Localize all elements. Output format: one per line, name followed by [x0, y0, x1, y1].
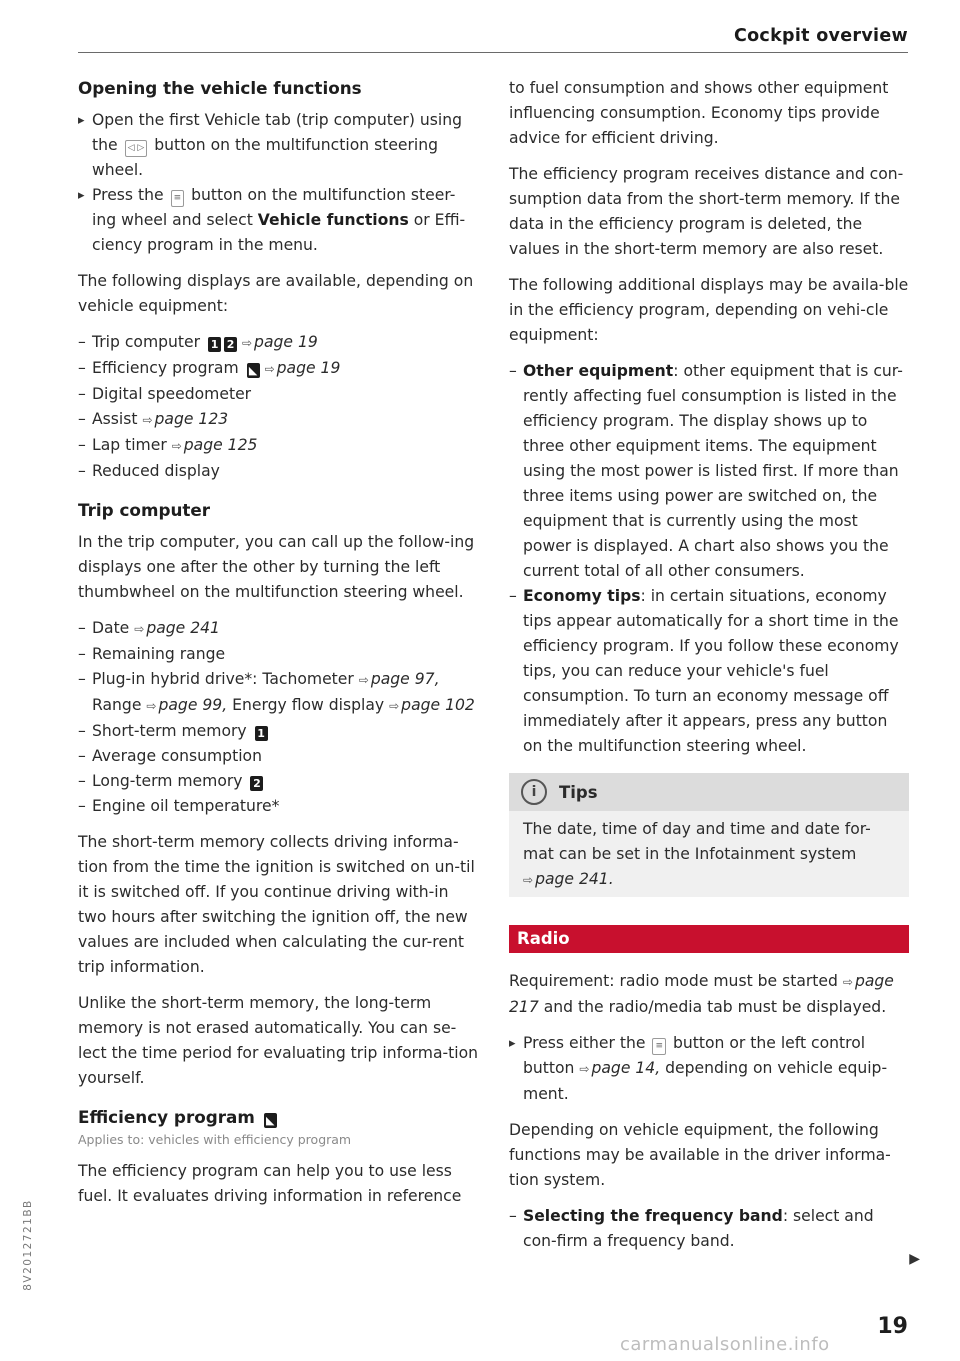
radio-list [509, 1204, 909, 1254]
step-press-menu: ▸ Press the ≡ button on the multifunction steer-ing wheel and select Vehicle functions or Effi-ciency program in the menu. [78, 183, 478, 258]
additional-list [509, 359, 909, 759]
page-link[interactable]: ⇨ page 125 [171, 436, 258, 454]
list-item: – Remaining range [78, 642, 478, 667]
list-item: – Efficiency program ◣ ⇨ page 19 [78, 356, 478, 382]
list-item: – Digital speedometer [78, 382, 478, 407]
paragraph-long-term: Unlike the short-term memory, the long-term memory is not erased automatically. You can se-lect the time period for evaluating trip informa-tion yourself. [78, 994, 479, 1087]
page-link[interactable]: ⇨ page 19 [264, 359, 341, 377]
menu-button-icon: ≡ [171, 190, 185, 207]
list-item: – Other equipment: other equipment that is cur-rently affecting fuel consumption is listed in the efficiency program. The display shows up to three other equipment items. The equipment using the most power is listed first. If more than three items using power are switched on, the equipment that is currently using the most power is displayed. A chart also shows you the current total of all other consumers. [509, 359, 909, 584]
tips-title: Tips [559, 782, 598, 802]
paragraph-efficiency: The efficiency program can help you to use less fuel. It evaluates driving information in reference [78, 1162, 462, 1205]
arrow-icon: ⇨ [358, 673, 369, 687]
arrow-icon: ⇨ [142, 413, 153, 427]
left-column [78, 76, 478, 1220]
trip-list [78, 616, 478, 819]
step-press-button: ▸ Press either the ≡ button or the left control button ⇨ page 14, depending on vehicle equip-ment. [509, 1031, 909, 1107]
list-item: – Trip computer 1 2 ⇨ page 19 [78, 330, 478, 356]
document-code: 8V2012721BB [22, 1199, 34, 1291]
list-item: – Short-term memory 1 [78, 719, 478, 744]
list-item: – Engine oil temperature* [78, 794, 478, 819]
list-item: – Date ⇨ page 241 [78, 616, 478, 642]
list-item: – Average consumption [78, 744, 478, 769]
arrow-icon: ⇨ [579, 1062, 590, 1076]
applies-to-note: Applies to: vehicles with efficiency program [78, 1132, 352, 1147]
menu-button-icon: ≡ [652, 1038, 666, 1055]
heading-opening: Opening the vehicle functions [78, 78, 362, 98]
header-rule [78, 52, 908, 53]
arrow-icon: ⇨ [146, 699, 157, 713]
heading-efficiency: Efficiency program ◣ [78, 1105, 478, 1129]
paragraph-additional: The following additional displays may be availa-ble in the efficiency program, depending on vehi-cle equipment: [509, 276, 909, 344]
continue-arrow-icon: ▶ [909, 1251, 920, 1267]
paragraph-requirement: Requirement: radio mode must be started ⇨ page 217 and the radio/media tab must be displayed. [509, 972, 894, 1016]
paragraph-depending: Depending on vehicle equipment, the following functions may be available in the driver informa-tion system. [509, 1121, 891, 1189]
arrow-icon: ⇨ [241, 336, 253, 350]
leaf-badge-icon: ◣ [264, 1113, 277, 1128]
vehicle-functions-label: Vehicle functions [257, 211, 409, 229]
tips-box [509, 773, 909, 897]
tips-body: The date, time of day and time and date for-mat can be set in the Infotainment system ⇨ page 241. [523, 820, 871, 888]
step-open-tab: ▸ Open the first Vehicle tab (trip computer) using the ◁ ▷ button on the multifunction steering wheel. [78, 108, 478, 183]
list-item: – Economy tips: in certain situations, economy tips appear automatically for a short time in the efficiency program. If you follow these economy tips, you can reduce your vehicle's fuel consumption. To turn an economy message off immediately after it appears, press any button on the multifunction steering wheel. [509, 584, 909, 759]
arrow-buttons-icon: ◁ ▷ [125, 140, 148, 157]
arrow-icon: ⇨ [389, 699, 400, 713]
page-link[interactable]: ⇨ page 102 [389, 696, 475, 714]
badge-2: 2 [250, 776, 263, 791]
watermark: carmanualsonline.info [620, 1334, 830, 1355]
paragraph-displays-available: The following displays are available, depending on vehicle equipment: [78, 272, 474, 315]
list-item: – Selecting the frequency band: select and con-firm a frequency band. [509, 1204, 909, 1254]
list-item: – Reduced display [78, 459, 478, 484]
heading-trip-computer: Trip computer [78, 500, 211, 520]
page-link[interactable]: ⇨ page 123 [142, 410, 229, 428]
paragraph-receives: The efficiency program receives distance and con-sumption data from the short-term memory. If the data in the efficiency program is deleted, the values in the short-term memory are also reset. [509, 165, 904, 258]
page-link[interactable]: ⇨ page 19 [241, 333, 318, 351]
page-link[interactable]: ⇨ page 241. [523, 870, 614, 888]
page-link[interactable]: ⇨ page 217 [509, 972, 894, 1016]
displays-list [78, 330, 478, 484]
paragraph-short-term: The short-term memory collects driving informa-tion from the time the ignition is switched on un-til it is switched off. If you continue driving with-in two hours after switching the ignition off, the new values are included when calculating the cur-rent trip information. [78, 833, 475, 976]
leaf-badge-icon: ◣ [247, 363, 260, 378]
paragraph-continued: to fuel consumption and shows other equipment influencing consumption. Economy tips provide advice for efficient driving. [509, 79, 889, 147]
page-link[interactable]: ⇨ page 97, [358, 670, 440, 688]
badge-1: 1 [255, 726, 268, 741]
badge-2: 2 [224, 337, 237, 352]
right-column [509, 76, 909, 1265]
arrow-icon: ⇨ [264, 362, 275, 376]
arrow-icon: ⇨ [134, 622, 145, 636]
list-item: – Lap timer ⇨ page 125 [78, 433, 478, 459]
page-link[interactable]: ⇨ page 241 [134, 619, 220, 637]
arrow-icon: ⇨ [171, 439, 182, 453]
list-item: – Long-term memory 2 [78, 769, 478, 794]
tips-header [509, 773, 909, 811]
page-link[interactable]: ⇨ page 14, [579, 1059, 661, 1077]
page-number: 19 [877, 1314, 908, 1339]
page-link[interactable]: ⇨ page 99, [146, 696, 228, 714]
radio-heading: Radio [509, 925, 909, 953]
badge-1: 1 [208, 337, 221, 352]
list-item: – Assist ⇨ page 123 [78, 407, 478, 433]
info-icon: i [521, 779, 547, 805]
list-item: – Plug-in hybrid drive*: Tachometer ⇨ page 97, Range ⇨ page 99, Energy flow display ⇨ page 102 [78, 667, 478, 719]
paragraph-trip: In the trip computer, you can call up the follow-ing displays one after the other by turning the left thumbwheel on the multifunction steering wheel. [78, 533, 475, 601]
arrow-icon: ⇨ [523, 873, 534, 887]
arrow-icon: ⇨ [842, 975, 853, 989]
section-title: Cockpit overview [733, 26, 908, 46]
